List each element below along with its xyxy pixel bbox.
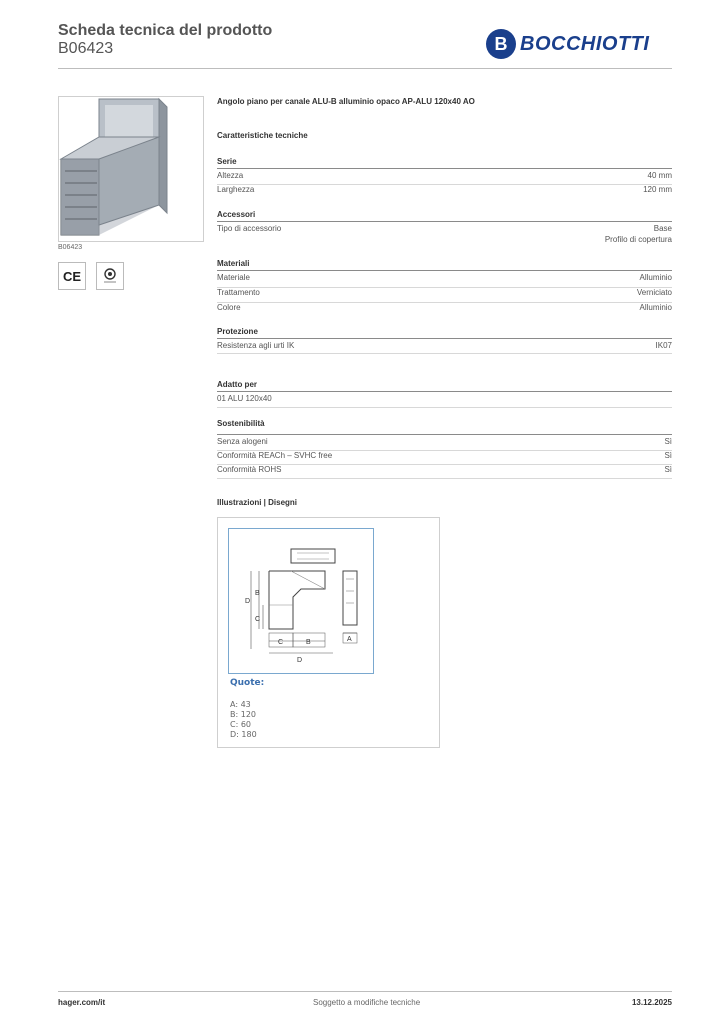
dimensions-heading: Quote: — [230, 678, 265, 688]
group-divider — [217, 391, 672, 392]
spec-row — [217, 171, 672, 185]
spec-label: Altezza — [217, 171, 244, 180]
group-title-materiali: Materiali — [217, 259, 250, 268]
spec-label: Resistenza agli urti IK — [217, 341, 295, 350]
spec-label: Conformità REACh – SVHC free — [217, 451, 333, 460]
dimension-value: C: 60 — [230, 720, 252, 729]
spec-row — [217, 341, 672, 354]
product-code: B06423 — [58, 40, 114, 57]
spec-row — [217, 437, 672, 451]
spec-row — [217, 185, 672, 199]
spec-label: Colore — [217, 303, 241, 312]
group-title-serie: Serie — [217, 157, 237, 166]
group-divider — [217, 221, 672, 222]
group-divider — [217, 270, 672, 271]
brand-logo-text: BOCCHIOTTI — [520, 32, 650, 55]
group-title-sostenibilita: Sostenibilità — [217, 419, 265, 428]
spec-value: Alluminio — [639, 303, 672, 312]
dimension-drawing — [229, 529, 373, 673]
specs-heading: Caratteristiche tecniche — [217, 131, 308, 140]
group-divider — [217, 338, 672, 339]
dimension-label-b: B — [306, 639, 311, 646]
spec-label: 01 ALU 120x40 — [217, 394, 272, 403]
spec-value: 120 mm — [643, 185, 672, 194]
dimension-label-c: C — [278, 639, 284, 646]
technical-drawing-box — [217, 517, 440, 748]
technical-drawing-frame — [228, 528, 374, 674]
spec-value: Alluminio — [639, 273, 672, 282]
header-divider — [58, 68, 672, 69]
dimension-value: A: 43 — [230, 700, 251, 709]
spec-value: Profilo di copertura — [604, 235, 672, 244]
illustrations-heading: Illustrazioni | Disegni — [217, 498, 298, 507]
spec-label: Trattamento — [217, 288, 260, 297]
spec-value: Sì — [664, 437, 672, 446]
spec-row — [217, 288, 672, 303]
group-title-adatto-per: Adatto per — [217, 380, 257, 389]
dimension-label-a: A — [347, 636, 352, 643]
brand-logo — [486, 28, 649, 60]
spec-value: Sì — [664, 451, 672, 460]
group-title-protezione: Protezione — [217, 327, 258, 336]
footer-disclaimer: Soggetto a modifiche tecniche — [313, 998, 421, 1007]
product-name: Angolo piano per canale ALU-B alluminio opaco AP-ALU 120x40 AO — [217, 97, 475, 106]
spec-label: Tipo di accessorio — [217, 224, 282, 233]
group-divider — [217, 168, 672, 169]
spec-row — [217, 465, 672, 479]
dimension-value: D: 180 — [230, 730, 257, 739]
footer-divider — [58, 991, 672, 992]
spec-row — [217, 451, 672, 465]
spec-label: Materiale — [217, 273, 250, 282]
spec-value: Verniciato — [636, 288, 672, 297]
ce-mark-icon: CE — [58, 262, 86, 290]
dimension-value: B: 120 — [230, 710, 256, 719]
spec-row — [217, 273, 672, 288]
certification-icon — [96, 262, 124, 290]
dimension-label-b: B — [255, 590, 260, 597]
page-title: Scheda tecnica del prodotto — [58, 22, 273, 39]
spec-label: Senza alogeni — [217, 437, 268, 446]
corner-duct-illustration — [59, 97, 203, 241]
spec-value: Base — [653, 224, 672, 233]
footer-website-link[interactable]: hager.com/it — [58, 998, 106, 1007]
brand-logo-mark: B — [486, 29, 516, 59]
spec-value: 40 mm — [647, 171, 672, 180]
product-image — [58, 96, 204, 242]
spec-label: Conformità ROHS — [217, 465, 282, 474]
footer-date: 13.12.2025 — [631, 998, 672, 1007]
group-divider — [217, 434, 672, 435]
dimension-label-d: D — [245, 598, 251, 605]
spec-value: Sì — [664, 465, 672, 474]
product-image-caption: B06423 — [58, 244, 83, 251]
group-title-accessori: Accessori — [217, 210, 256, 219]
spec-row — [217, 394, 672, 408]
spec-label: Larghezza — [217, 185, 255, 194]
spec-row — [217, 224, 672, 248]
dimension-label-d: D — [297, 657, 303, 664]
spec-row — [217, 303, 672, 317]
spec-value: IK07 — [655, 341, 672, 350]
dimension-label-c: C — [255, 616, 261, 623]
